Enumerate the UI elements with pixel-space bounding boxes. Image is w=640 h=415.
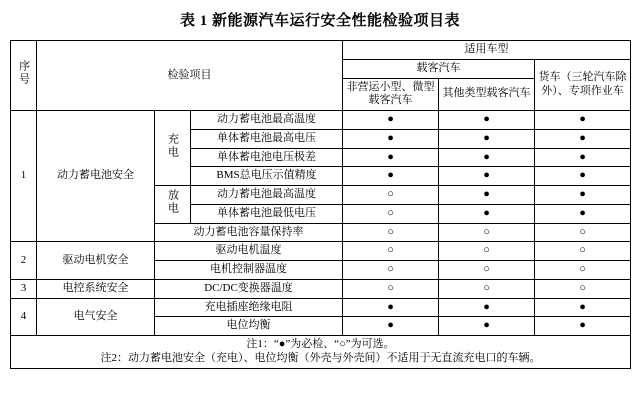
row-sub-charge: 充电 [155,111,191,186]
mark-passenger-small: ● [343,317,439,336]
mark-passenger-small: ● [343,298,439,317]
mark-passenger-other: ○ [439,242,535,261]
mark-passenger-other: ● [439,317,535,336]
item-name: 动力蓄电池最高温度 [191,186,343,205]
mark-passenger-other: ● [439,148,535,167]
table-row [11,242,631,261]
mark-truck: ● [535,148,631,167]
mark-truck: ● [535,186,631,205]
row-category-3: 电控系统安全 [37,279,155,298]
header-passenger-sub-1: 非营运小型、微型载客汽车 [343,78,439,111]
row-seq-1: 1 [11,111,37,242]
item-name: 单体蓄电池最低电压 [191,204,343,223]
table-notes [11,336,631,369]
mark-passenger-other: ● [439,186,535,205]
table-notes-row [11,336,631,369]
mark-truck: ● [535,129,631,148]
mark-passenger-small: ○ [343,242,439,261]
item-name: 动力蓄电池最高温度 [191,111,343,130]
item-name: 动力蓄电池容量保持率 [155,223,343,242]
header-passenger-vehicle: 载客汽车 [343,59,535,78]
table-header-row-1 [11,41,631,60]
page-title: 表 1 新能源汽车运行安全性能检验项目表 [179,13,460,29]
inspection-items-table [10,40,631,369]
mark-passenger-other: ● [439,167,535,186]
mark-truck: ● [535,167,631,186]
row-seq-2: 2 [11,242,37,280]
header-passenger-sub-2: 其他类型载客汽车 [439,78,535,111]
mark-passenger-small: ○ [343,223,439,242]
row-seq-4: 4 [11,298,37,336]
mark-truck: ● [535,298,631,317]
mark-truck: ● [535,204,631,223]
mark-truck: ○ [535,261,631,280]
mark-passenger-small: ● [343,148,439,167]
item-name: 单体蓄电池最高电压 [191,129,343,148]
header-inspection-item: 检验项目 [37,41,343,111]
mark-truck: ● [535,111,631,130]
mark-passenger-other: ○ [439,223,535,242]
mark-truck: ○ [535,279,631,298]
mark-truck: ○ [535,223,631,242]
mark-passenger-small: ● [343,111,439,130]
mark-passenger-small: ○ [343,204,439,223]
item-name: 充电插座绝缘电阻 [155,298,343,317]
item-name: DC/DC变换器温度 [155,279,343,298]
row-category-1: 动力蓄电池安全 [37,111,155,242]
note-2: 注2：动力蓄电池安全（充电）、电位均衡（外壳与外壳间）不适用于无直流充电口的车辆。 [100,351,541,364]
mark-passenger-small: ● [343,167,439,186]
mark-passenger-other: ● [439,298,535,317]
table-row [11,298,631,317]
table-row [11,111,631,130]
row-category-2: 驱动电机安全 [37,242,155,280]
table-row [11,279,631,298]
row-seq-3: 3 [11,279,37,298]
mark-passenger-other: ● [439,111,535,130]
header-applicable-types: 适用车型 [343,41,631,60]
row-sub-discharge: 放电 [155,186,191,224]
mark-passenger-small: ○ [343,279,439,298]
mark-truck: ○ [535,242,631,261]
header-truck-vehicle: 货车（三轮汽车除外）、专项作业车 [535,59,631,110]
mark-passenger-small: ● [343,129,439,148]
item-name: 单体蓄电池电压极差 [191,148,343,167]
header-seq: 序号 [11,41,37,111]
item-name: BMS总电压示值精度 [191,167,343,186]
mark-passenger-other: ○ [439,261,535,280]
mark-passenger-other: ● [439,129,535,148]
mark-passenger-small: ○ [343,261,439,280]
mark-passenger-other: ● [439,204,535,223]
note-1: 注1：“●”为必检、“○”为可选。 [246,338,395,350]
mark-passenger-small: ○ [343,186,439,205]
mark-truck: ● [535,317,631,336]
item-name: 电机控制器温度 [155,261,343,280]
mark-passenger-other: ○ [439,279,535,298]
item-name: 电位均衡 [155,317,343,336]
item-name: 驱动电机温度 [155,242,343,261]
row-category-4: 电气安全 [37,298,155,336]
